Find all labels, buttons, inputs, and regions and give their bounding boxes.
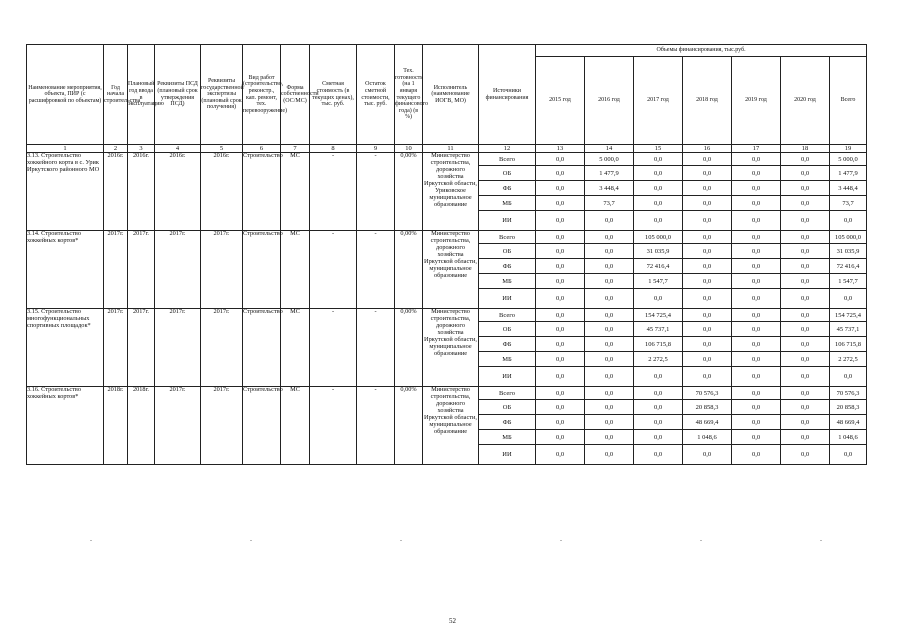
funding-source: Всего — [479, 231, 536, 244]
funding-value: 0,0 — [585, 211, 634, 231]
funding-source: ОБ — [479, 244, 536, 259]
funding-total: 45 737,1 — [830, 322, 867, 337]
funding-value: 20 858,3 — [683, 400, 732, 415]
funding-value: 0,0 — [732, 196, 781, 211]
funding-source: ОБ — [479, 166, 536, 181]
funding-total: 0,0 — [830, 211, 867, 231]
funding-value: 0,0 — [781, 289, 830, 309]
funding-value: 0,0 — [683, 244, 732, 259]
funding-value: 0,0 — [781, 153, 830, 166]
funding-value: 0,0 — [732, 211, 781, 231]
psd-date: 2017г. — [155, 309, 201, 387]
funding-total: 105 000,0 — [830, 231, 867, 244]
work-type: Строительство — [243, 387, 281, 465]
expertise-date: 2017г. — [201, 309, 243, 387]
funding-value: 0,0 — [634, 289, 683, 309]
column-number: 19 — [830, 145, 867, 153]
funding-value: 0,0 — [536, 430, 585, 445]
funding-value: 0,0 — [683, 211, 732, 231]
funding-value: 0,0 — [585, 244, 634, 259]
column-number: 8 — [310, 145, 357, 153]
funding-total: 0,0 — [830, 367, 867, 387]
funding-source: ФБ — [479, 181, 536, 196]
funding-value: 48 669,4 — [683, 415, 732, 430]
estimate-cost: - — [310, 387, 357, 465]
funding-value: 0,0 — [732, 337, 781, 352]
header-planned-year: Плановый год ввода в эксплуатацию — [128, 45, 155, 145]
ownership-form: МС — [281, 309, 310, 387]
funding-value: 73,7 — [585, 196, 634, 211]
funding-source: ОБ — [479, 400, 536, 415]
funding-value: 0,0 — [781, 309, 830, 322]
table-header — [27, 45, 867, 153]
work-type: Строительство — [243, 153, 281, 231]
start-year: 2016г. — [104, 153, 128, 231]
executor: Министерство строительства, дорожного хозяйства Иркутской области, муниципальное образование — [423, 231, 479, 309]
funding-value: 105 000,0 — [634, 231, 683, 244]
funding-value: 0,0 — [536, 415, 585, 430]
funding-total: 5 000,0 — [830, 153, 867, 166]
funding-value: 0,0 — [536, 367, 585, 387]
funding-value: 0,0 — [536, 352, 585, 367]
tech-readiness: 0,00% — [395, 231, 423, 309]
header-year-2016: 2016 год — [585, 57, 634, 145]
planned-year: 2017г. — [128, 231, 155, 309]
funding-value: 0,0 — [732, 274, 781, 289]
funding-total: 1 547,7 — [830, 274, 867, 289]
column-number: 9 — [357, 145, 395, 153]
funding-value: 0,0 — [781, 322, 830, 337]
table-row — [27, 387, 867, 400]
estimate-cost: - — [310, 231, 357, 309]
funding-source: ИИ — [479, 367, 536, 387]
start-year: 2017г. — [104, 309, 128, 387]
funding-value: 0,0 — [585, 309, 634, 322]
table-row — [27, 153, 867, 166]
header-year-2018: 2018 год — [683, 57, 732, 145]
table-body — [27, 153, 867, 465]
funding-total: 20 858,3 — [830, 400, 867, 415]
funding-value: 45 737,1 — [634, 322, 683, 337]
column-number: 13 — [536, 145, 585, 153]
funding-value: 0,0 — [781, 400, 830, 415]
funding-value: 0,0 — [634, 445, 683, 465]
funding-value: 0,0 — [585, 430, 634, 445]
estimate-cost: - — [310, 153, 357, 231]
funding-total: 73,7 — [830, 196, 867, 211]
funding-value: 0,0 — [536, 244, 585, 259]
funding-total: 106 715,8 — [830, 337, 867, 352]
funding-value: 3 448,4 — [585, 181, 634, 196]
funding-total: 31 035,9 — [830, 244, 867, 259]
column-number: 6 — [243, 145, 281, 153]
funding-value: 0,0 — [732, 352, 781, 367]
funding-value: 0,0 — [683, 166, 732, 181]
header-ownership: Форма собственности (ОС/МС) — [281, 45, 310, 145]
funding-value: 0,0 — [732, 309, 781, 322]
funding-value: 0,0 — [585, 274, 634, 289]
funding-value: 0,0 — [585, 352, 634, 367]
funding-value: 0,0 — [781, 231, 830, 244]
funding-total: 2 272,5 — [830, 352, 867, 367]
funding-value: 0,0 — [732, 259, 781, 274]
column-number: 4 — [155, 145, 201, 153]
funding-source: ФБ — [479, 337, 536, 352]
funding-value: 0,0 — [634, 211, 683, 231]
funding-value: 2 272,5 — [634, 352, 683, 367]
header-remaining: Остаток сметной стоимости, тыс. руб. — [357, 45, 395, 145]
funding-value: 0,0 — [781, 367, 830, 387]
funding-value: 0,0 — [732, 415, 781, 430]
remaining-cost: - — [357, 231, 395, 309]
funding-value: 0,0 — [781, 337, 830, 352]
funding-value: 0,0 — [732, 153, 781, 166]
start-year: 2018г. — [104, 387, 128, 465]
funding-value: 0,0 — [585, 322, 634, 337]
funding-value: 0,0 — [683, 196, 732, 211]
funding-value: 0,0 — [683, 445, 732, 465]
funding-value: 0,0 — [536, 166, 585, 181]
funding-value: 0,0 — [585, 231, 634, 244]
tech-readiness: 0,00% — [395, 153, 423, 231]
funding-value: 0,0 — [683, 367, 732, 387]
funding-value: 0,0 — [536, 400, 585, 415]
expertise-date: 2017г. — [201, 387, 243, 465]
funding-source: ФБ — [479, 259, 536, 274]
object-name: 3.16. Строительство хоккейных кортов* — [27, 387, 104, 465]
table-row — [27, 231, 867, 244]
funding-value: 0,0 — [732, 367, 781, 387]
funding-value: 0,0 — [536, 153, 585, 166]
header-start-year: Год начала строительства — [104, 45, 128, 145]
funding-value: 0,0 — [585, 337, 634, 352]
funding-value: 0,0 — [536, 181, 585, 196]
funding-value: 0,0 — [781, 387, 830, 400]
column-number: 7 — [281, 145, 310, 153]
remaining-cost: - — [357, 153, 395, 231]
column-number: 15 — [634, 145, 683, 153]
remaining-cost: - — [357, 387, 395, 465]
planned-year: 2018г. — [128, 387, 155, 465]
expertise-date: 2017г. — [201, 231, 243, 309]
funding-source: ИИ — [479, 445, 536, 465]
object-name: 3.14. Строительство хоккейных кортов* — [27, 231, 104, 309]
funding-value: 0,0 — [732, 387, 781, 400]
ownership-form: МС — [281, 387, 310, 465]
funding-value: 0,0 — [781, 445, 830, 465]
funding-value: 1 547,7 — [634, 274, 683, 289]
funding-value: 0,0 — [732, 400, 781, 415]
funding-value: 0,0 — [536, 259, 585, 274]
funding-value: 0,0 — [585, 415, 634, 430]
funding-value: 154 725,4 — [634, 309, 683, 322]
funding-value: 0,0 — [781, 352, 830, 367]
funding-value: 0,0 — [634, 166, 683, 181]
executor: Министерство строительства, дорожного хозяйства Иркутской области, Уриковское муниципальное образование — [423, 153, 479, 231]
funding-value: 0,0 — [732, 166, 781, 181]
funding-value: 0,0 — [683, 309, 732, 322]
header-total: Всего — [830, 57, 867, 145]
work-type: Строительство — [243, 231, 281, 309]
estimate-cost: - — [310, 309, 357, 387]
funding-source: ОБ — [479, 322, 536, 337]
funding-value: 0,0 — [781, 430, 830, 445]
header-psd: Реквизиты ПСД (плановый срок утверждения ПСД) — [155, 45, 201, 145]
funding-value: 0,0 — [634, 430, 683, 445]
funding-value: 0,0 — [732, 244, 781, 259]
psd-date: 2016г. — [155, 153, 201, 231]
column-number: 18 — [781, 145, 830, 153]
funding-value: 0,0 — [585, 387, 634, 400]
funding-source: ФБ — [479, 415, 536, 430]
header-expertise: Реквизиты государственной экспертизы (плановый срок получения) — [201, 45, 243, 145]
funding-source: МБ — [479, 196, 536, 211]
funding-source: МБ — [479, 352, 536, 367]
funding-value: 0,0 — [732, 430, 781, 445]
funding-value: 0,0 — [536, 309, 585, 322]
funding-value: 0,0 — [634, 196, 683, 211]
funding-total: 154 725,4 — [830, 309, 867, 322]
header-year-2019: 2019 год — [732, 57, 781, 145]
column-number: 14 — [585, 145, 634, 153]
funding-source: ИИ — [479, 211, 536, 231]
funding-source: Всего — [479, 153, 536, 166]
funding-value: 0,0 — [634, 415, 683, 430]
psd-date: 2017г. — [155, 231, 201, 309]
funding-value: 0,0 — [683, 259, 732, 274]
funding-total: 70 576,3 — [830, 387, 867, 400]
column-number: 11 — [423, 145, 479, 153]
funding-value: 0,0 — [634, 153, 683, 166]
funding-value: 0,0 — [536, 231, 585, 244]
funding-total: 48 669,4 — [830, 415, 867, 430]
funding-value: 0,0 — [585, 400, 634, 415]
header-year-2015: 2015 год — [536, 57, 585, 145]
header-name: Наименование мероприятия, объекта, ПИР (с расшифровкой по объектам) — [27, 45, 104, 145]
funding-value: 0,0 — [683, 289, 732, 309]
funding-value: 0,0 — [536, 196, 585, 211]
funding-source: ИИ — [479, 289, 536, 309]
table-row — [27, 309, 867, 322]
column-number: 16 — [683, 145, 732, 153]
funding-value: 0,0 — [732, 322, 781, 337]
object-name: 3.15. Строительство многофункциональных спортивных площадок* — [27, 309, 104, 387]
funding-total: 0,0 — [830, 289, 867, 309]
funding-table — [26, 44, 867, 465]
funding-source: МБ — [479, 274, 536, 289]
psd-date: 2017г. — [155, 387, 201, 465]
funding-value: 0,0 — [536, 289, 585, 309]
funding-total: 3 448,4 — [830, 181, 867, 196]
funding-source: Всего — [479, 387, 536, 400]
header-readiness: Тех. готовность (на 1 января текущего финансового года) (в %) — [395, 45, 423, 145]
funding-value: 0,0 — [536, 445, 585, 465]
column-number: 1 — [27, 145, 104, 153]
funding-value: 0,0 — [536, 322, 585, 337]
funding-value: 5 000,0 — [585, 153, 634, 166]
funding-value: 0,0 — [536, 211, 585, 231]
funding-value: 0,0 — [683, 231, 732, 244]
remaining-cost: - — [357, 309, 395, 387]
funding-value: 0,0 — [781, 415, 830, 430]
funding-value: 0,0 — [585, 445, 634, 465]
funding-total: 1 477,9 — [830, 166, 867, 181]
document-sheet — [26, 44, 862, 465]
funding-source: МБ — [479, 430, 536, 445]
tech-readiness: 0,00% — [395, 309, 423, 387]
planned-year: 2016г. — [128, 153, 155, 231]
funding-value: 0,0 — [683, 352, 732, 367]
funding-value: 0,0 — [683, 181, 732, 196]
column-number: 3 — [128, 145, 155, 153]
column-number: 10 — [395, 145, 423, 153]
funding-value: 0,0 — [634, 387, 683, 400]
start-year: 2017г. — [104, 231, 128, 309]
funding-value: 0,0 — [781, 166, 830, 181]
funding-value: 0,0 — [585, 289, 634, 309]
header-sources: Источники финансирования — [479, 45, 536, 145]
column-number: 17 — [732, 145, 781, 153]
funding-total: 0,0 — [830, 445, 867, 465]
header-funding-title: Объемы финансирования, тыс.руб. — [536, 45, 867, 57]
page-number: 52 — [449, 617, 456, 625]
funding-value: 0,0 — [732, 289, 781, 309]
funding-value: 106 715,8 — [634, 337, 683, 352]
planned-year: 2017г. — [128, 309, 155, 387]
funding-value: 0,0 — [683, 322, 732, 337]
funding-value: 31 035,9 — [634, 244, 683, 259]
work-type: Строительство — [243, 309, 281, 387]
ownership-form: МС — [281, 153, 310, 231]
funding-value: 0,0 — [536, 387, 585, 400]
funding-value: 0,0 — [683, 274, 732, 289]
expertise-date: 2016г. — [201, 153, 243, 231]
executor: Министерство строительства, дорожного хозяйства Иркутской области, муниципальное образование — [423, 387, 479, 465]
funding-source: Всего — [479, 309, 536, 322]
funding-value: 0,0 — [634, 400, 683, 415]
funding-value: 0,0 — [585, 259, 634, 274]
column-number: 2 — [104, 145, 128, 153]
funding-value: 0,0 — [732, 445, 781, 465]
funding-total: 72 416,4 — [830, 259, 867, 274]
funding-value: 0,0 — [732, 231, 781, 244]
header-year-2020: 2020 год — [781, 57, 830, 145]
object-name: 3.13. Строительство хоккейного корта в с. Урик Иркутского районного МО — [27, 153, 104, 231]
funding-value: 0,0 — [781, 244, 830, 259]
tech-readiness: 0,00% — [395, 387, 423, 465]
funding-value: 0,0 — [634, 367, 683, 387]
executor: Министерство строительства, дорожного хозяйства Иркутской области, муниципальное образование — [423, 309, 479, 387]
funding-value: 1 477,9 — [585, 166, 634, 181]
funding-value: 0,0 — [781, 259, 830, 274]
funding-value: 0,0 — [634, 181, 683, 196]
funding-value: 0,0 — [781, 211, 830, 231]
column-number: 5 — [201, 145, 243, 153]
column-number: 12 — [479, 145, 536, 153]
funding-value: 0,0 — [732, 181, 781, 196]
funding-value: 70 576,3 — [683, 387, 732, 400]
funding-value: 0,0 — [781, 196, 830, 211]
funding-value: 72 416,4 — [634, 259, 683, 274]
funding-value: 0,0 — [683, 337, 732, 352]
header-work-type: Вид работ (строительство, реконстр., кап. ремонт, тех. перевооружение) — [243, 45, 281, 145]
funding-value: 0,0 — [683, 153, 732, 166]
funding-value: 0,0 — [536, 274, 585, 289]
funding-value: 1 048,6 — [683, 430, 732, 445]
funding-total: 1 048,6 — [830, 430, 867, 445]
header-year-2017: 2017 год — [634, 57, 683, 145]
funding-value: 0,0 — [781, 274, 830, 289]
funding-value: 0,0 — [781, 181, 830, 196]
ownership-form: МС — [281, 231, 310, 309]
header-estimate: Сметная стоимость (в текущих ценах), тыс. руб. — [310, 45, 357, 145]
header-executor: Исполнитель (наименование ИОГВ, МО) — [423, 45, 479, 145]
funding-value: 0,0 — [585, 367, 634, 387]
funding-value: 0,0 — [536, 337, 585, 352]
